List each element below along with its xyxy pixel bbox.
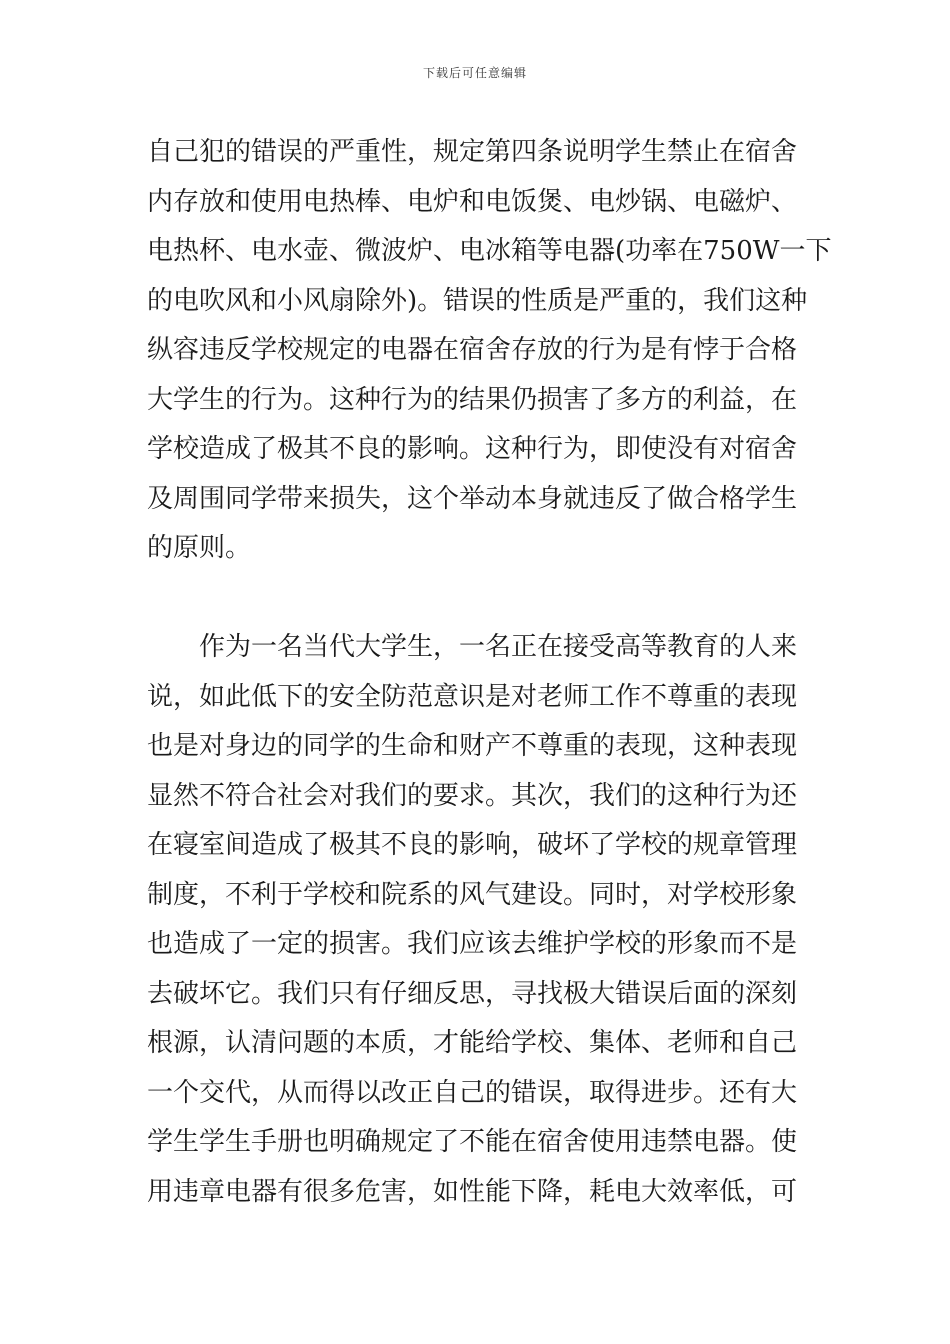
paragraph-2-line-7: 也造成了一定的损害。我们应该去维护学校的形象而不是: [147, 929, 798, 959]
paragraph-2-line-9: 根源，认清问题的本质，才能给学校、集体、老师和自己: [147, 1028, 798, 1058]
paragraph-1-line-5: 纵容违反学校规定的电器在宿舍存放的行为是有悖于合格: [147, 335, 798, 365]
paragraph-2-line-4: 显然不符合社会对我们的要求。其次，我们的这种行为还: [147, 781, 798, 811]
paragraph-1-line-4: 的电吹风和小风扇除外)。错误的性质是严重的，我们这种: [147, 286, 808, 316]
paragraph-1-line-1: 自己犯的错误的严重性，规定第四条说明学生禁止在宿舍: [147, 137, 798, 167]
paragraph-1-line-3: 电热杯、电水壶、微波炉、电冰箱等电器(功率在750W一下: [147, 236, 832, 266]
paragraph-2-line-10: 一个交代，从而得以改正自己的错误，取得进步。还有大: [147, 1078, 798, 1108]
paragraph-2-line-5: 在寝室间造成了极其不良的影响，破坏了学校的规章管理: [147, 830, 798, 860]
paragraph-1-line-7: 学校造成了极其不良的影响。这种行为，即使没有对宿舍: [147, 434, 798, 464]
paragraph-2-line-8: 去破坏它。我们只有仔细反思，寻找极大错误后面的深刻: [147, 979, 798, 1009]
paragraph-2-line-3: 也是对身边的同学的生命和财产不尊重的表现，这种表现: [147, 731, 798, 761]
paragraph-1-line-9: 的原则。: [147, 533, 252, 563]
paragraph-2-line-11: 学生学生手册也明确规定了不能在宿舍使用违禁电器。使: [147, 1127, 798, 1157]
paragraph-2-line-6: 制度，不利于学校和院系的风气建设。同时，对学校形象: [147, 880, 798, 910]
paragraph-1-line-6: 大学生的行为。这种行为的结果仍损害了多方的利益，在: [147, 385, 798, 415]
paragraph-2-line-12: 用违章电器有很多危害，如性能下降，耗电大效率低，可: [147, 1177, 798, 1207]
paragraph-2-line-2: 说，如此低下的安全防范意识是对老师工作不尊重的表现: [147, 682, 798, 712]
paragraph-2-line-1: 作为一名当代大学生，一名正在接受高等教育的人来: [147, 632, 798, 662]
paragraph-1-line-2: 内存放和使用电热棒、电炉和电饭煲、电炒锅、电磁炉、: [147, 187, 798, 217]
paragraph-1-line-8: 及周围同学带来损失，这个举动本身就违反了做合格学生: [147, 484, 798, 514]
header-note: 下载后可任意编辑: [422, 66, 527, 80]
